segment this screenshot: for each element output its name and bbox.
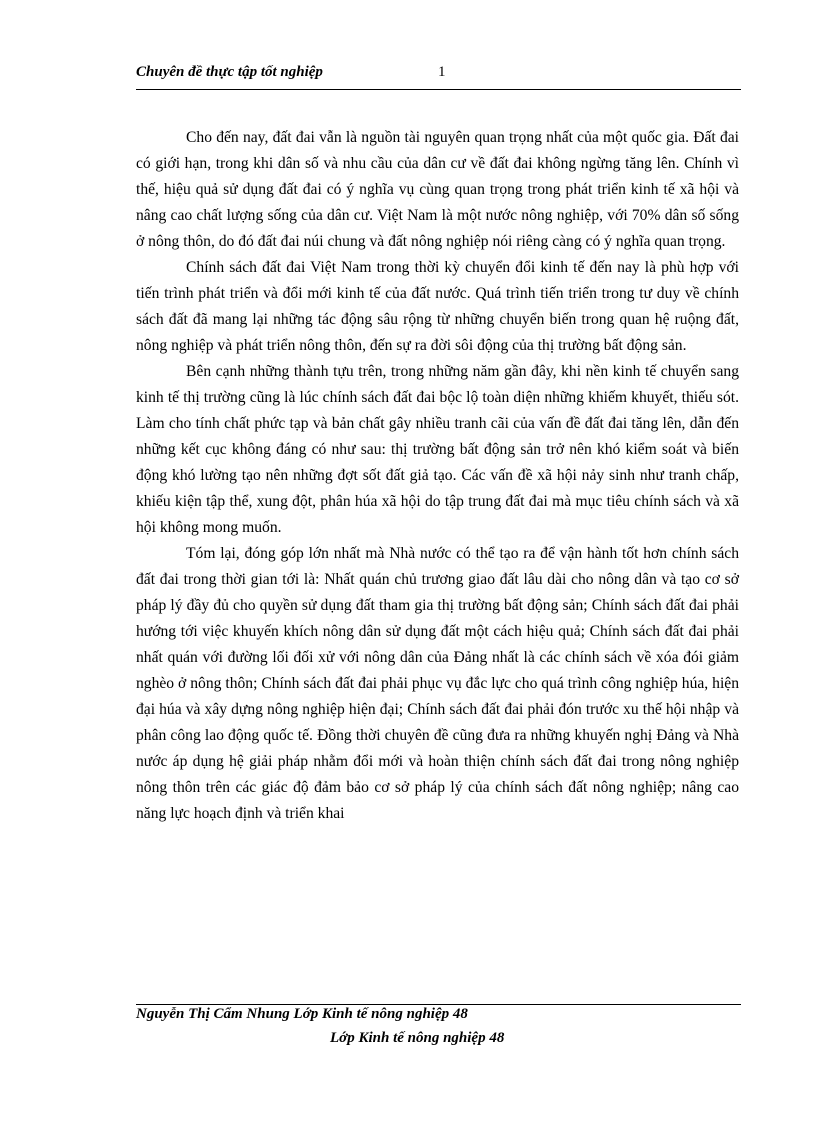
footer-class: Lớp Kinh tế nông nghiệp 48	[330, 1030, 505, 1046]
footer-author: Nguyễn Thị Cẩm Nhung Lớp Kinh tế nông nghiệp 48	[136, 1006, 468, 1022]
paragraph: Chính sách đất đai Việt Nam trong thời kỳ chuyển đổi kinh tế đến nay là phù hợp với tiến trình phát triển và đổi mới kinh tế của đất nước. Quá trình tiến triển trong tư duy về chính sách đất đã mang lại những tác động sâu rộng từ những chuyển biến trong quan hệ ruộng đất, nông nghiệp và phát triển nông thôn, đến sự ra đời sôi động của thị trường bất động sản.	[136, 259, 739, 354]
footer-divider	[136, 1004, 741, 1005]
paragraph: Tóm lại, đóng góp lớn nhất mà Nhà nước có thể tạo ra để vận hành tốt hơn chính sách đất đai trong thời gian tới là: Nhất quán chủ trương giao đất lâu dài cho nông dân và tạo cơ sở pháp lý đầy đủ cho quyền sử dụng đất tham gia thị trường bất động sản; Chính sách đất đai phải hướng tới việc khuyến khích nông dân sử dụng đất một cách hiệu quả; Chính sách đất đai phải nhất quán với đường lối đối xử với nông dân của Đảng nhất là các chính sách về xóa đói giảm nghèo ở nông thôn; Chính sách đất đai phải phục vụ đắc lực cho quá trình công nghiệp húa, hiện đại húa và xây dựng nông nghiệp hiện đại; Chính sách đất đai phải đón trước xu thế hội nhập và phân công lao động quốc tế. Đồng thời chuyên đề cũng đưa ra những khuyến nghị Đảng và Nhà nước áp dụng hệ giải pháp nhằm đổi mới và hoàn thiện chính sách đất đai trong nông nghiệp nông thôn trên các giác độ đảm bảo cơ sở pháp lý của chính sách đất nông nghiệp; nâng cao năng lực hoạch định và triển khai	[136, 545, 739, 822]
header-title: Chuyên đề thực tập tốt nghiệp	[136, 64, 323, 80]
page-number: 1	[438, 64, 446, 80]
header-divider	[136, 89, 741, 90]
document-body	[136, 125, 739, 827]
paragraph: Bên cạnh những thành tựu trên, trong những năm gần đây, khi nền kinh tế chuyển sang kinh tế thị trường cũng là lúc chính sách đất đai bộc lộ toàn diện những khiếm khuyết, thiếu sót. Làm cho tính chất phức tạp và bản chất gây nhiều tranh cãi của vấn đề đất đai tăng lên, dẫn đến những kết cục không đáng có như sau: thị trường bất động sản trở nên khó kiểm soát và biến động khó lường tạo nên những đợt sốt đất giả tạo. Các vấn đề xã hội nảy sinh như tranh chấp, khiếu kiện tập thể, xung đột, phân húa xã hội do tập trung đất đai mà mục tiêu chính sách và xã hội không mong muốn.	[136, 363, 739, 536]
page-header	[136, 62, 741, 90]
paragraph: Cho đến nay, đất đai vẫn là nguồn tài nguyên quan trọng nhất của một quốc gia. Đất đai có giới hạn, trong khi dân số và nhu cầu của dân cư về đất đai không ngừng tăng lên. Chính vì thế, hiệu quả sử dụng đất đai có ý nghĩa vụ cùng quan trọng trong phát triển kinh tế xã hội và nâng cao chất lượng sống của dân cư. Việt Nam là một nước nông nghiệp, với 70% dân số sống ở nông thôn, do đó đất đai núi chung và đất nông nghiệp nói riêng càng có ý nghĩa quan trọng.	[136, 129, 739, 250]
